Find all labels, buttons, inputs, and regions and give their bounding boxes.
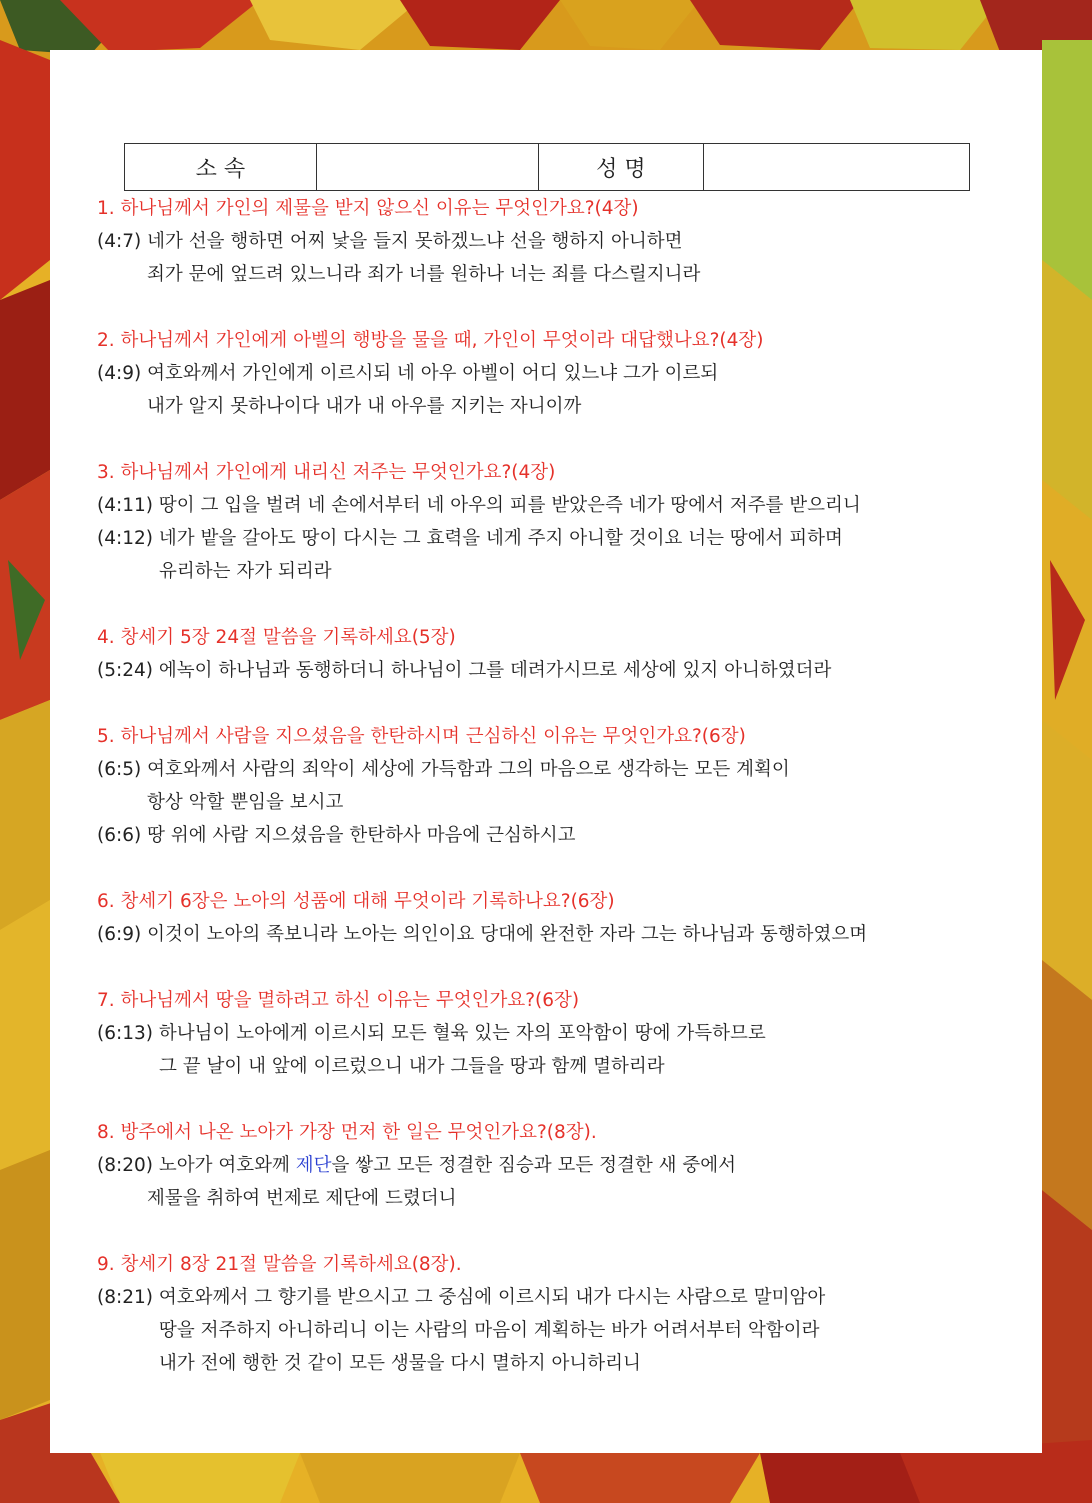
affiliation-label: 소 속: [125, 144, 317, 191]
question-5: 5. 하나님께서 사람을 지으셨음을 한탄하시며 근심하신 이유는 무엇인가요?(6장): [97, 726, 746, 747]
answer-line: 땅을 저주하지 아니하리니 이는 사람의 마음이 계획하는 바가 어려서부터 악함이라: [159, 1320, 820, 1341]
question-list: [97, 192, 987, 1380]
question-1: 1. 하나님께서 가인의 제물을 받지 않으신 이유는 무엇인가요?(4장): [97, 198, 639, 219]
question-3: 3. 하나님께서 가인에게 내리신 저주는 무엇인가요?(4장): [97, 462, 556, 483]
answer-line: (6:5) 여호와께서 사람의 죄악이 세상에 가득함과 그의 마음으로 생각하는 모든 계획이: [97, 759, 790, 780]
answer-text: 을 쌓고 모든 정결한 짐승과 모든 정결한 새 중에서: [331, 1155, 736, 1176]
question-7: 7. 하나님께서 땅을 멸하려고 하신 이유는 무엇인가요?(6장): [97, 990, 580, 1011]
answer-line: [97, 1149, 987, 1182]
question-6: 6. 창세기 6장은 노아의 성품에 대해 무엇이라 기록하나요?(6장): [97, 891, 615, 912]
answer-line: (4:9) 여호와께서 가인에게 이르시되 네 아우 아벨이 어디 있느냐 그가 이르되: [97, 363, 719, 384]
answer-line: 그 끝 날이 내 앞에 이르렀으니 내가 그들을 땅과 함께 멸하리라: [159, 1056, 665, 1077]
affiliation-field[interactable]: [316, 144, 538, 191]
name-label: 성 명: [538, 144, 704, 191]
answer-text: (8:20) 노아가 여호와께: [97, 1155, 296, 1176]
answer-line: 항상 악할 뿐임을 보시고: [147, 792, 344, 813]
answer-line: (4:11) 땅이 그 입을 벌려 네 손에서부터 네 아우의 피를 받았은즉 네가 땅에서 저주를 받으리니: [97, 495, 861, 516]
answer-line: (8:21) 여호와께서 그 향기를 받으시고 그 중심에 이르시되 내가 다시는 사람으로 말미암아: [97, 1287, 826, 1308]
name-field[interactable]: [704, 144, 970, 191]
answer-line: 유리하는 자가 되리라: [159, 561, 332, 582]
answer-line: 죄가 문에 엎드려 있느니라 죄가 너를 원하나 너는 죄를 다스릴지니라: [147, 264, 701, 285]
answer-line: (5:24) 에녹이 하나님과 동행하더니 하나님이 그를 데려가시므로 세상에 있지 아니하였더라: [97, 660, 832, 681]
question-9: 9. 창세기 8장 21절 말씀을 기록하세요(8장).: [97, 1254, 462, 1275]
answer-line: (6:6) 땅 위에 사람 지으셨음을 한탄하사 마음에 근심하시고: [97, 825, 576, 846]
answer-line: (4:7) 네가 선을 행하면 어찌 낯을 들지 못하겠느냐 선을 행하지 아니하면: [97, 231, 683, 252]
answer-line: 제물을 취하여 번제로 제단에 드렸더니: [147, 1188, 457, 1209]
question-2: 2. 하나님께서 가인에게 아벨의 행방을 물을 때, 가인이 무엇이라 대답했나요?(4장): [97, 330, 764, 351]
answer-line: 내가 알지 못하나이다 내가 내 아우를 지키는 자니이까: [147, 396, 582, 417]
question-4: 4. 창세기 5장 24절 말씀을 기록하세요(5장): [97, 627, 456, 648]
answer-line: (6:13) 하나님이 노아에게 이르시되 모든 혈육 있는 자의 포악함이 땅에 가득하므로: [97, 1023, 766, 1044]
answer-line: 내가 전에 행한 것 같이 모든 생물을 다시 멸하지 아니하리니: [159, 1353, 641, 1374]
info-table: [124, 143, 970, 191]
answer-line: (4:12) 네가 밭을 갈아도 땅이 다시는 그 효력을 네게 주지 아니할 것이요 너는 땅에서 피하며: [97, 528, 843, 549]
highlighted-word: 제단: [295, 1155, 332, 1176]
answer-line: (6:9) 이것이 노아의 족보니라 노아는 의인이요 당대에 완전한 자라 그는 하나님과 동행하였으며: [97, 924, 868, 945]
question-8: 8. 방주에서 나온 노아가 가장 먼저 한 일은 무엇인가요?(8장).: [97, 1122, 597, 1143]
